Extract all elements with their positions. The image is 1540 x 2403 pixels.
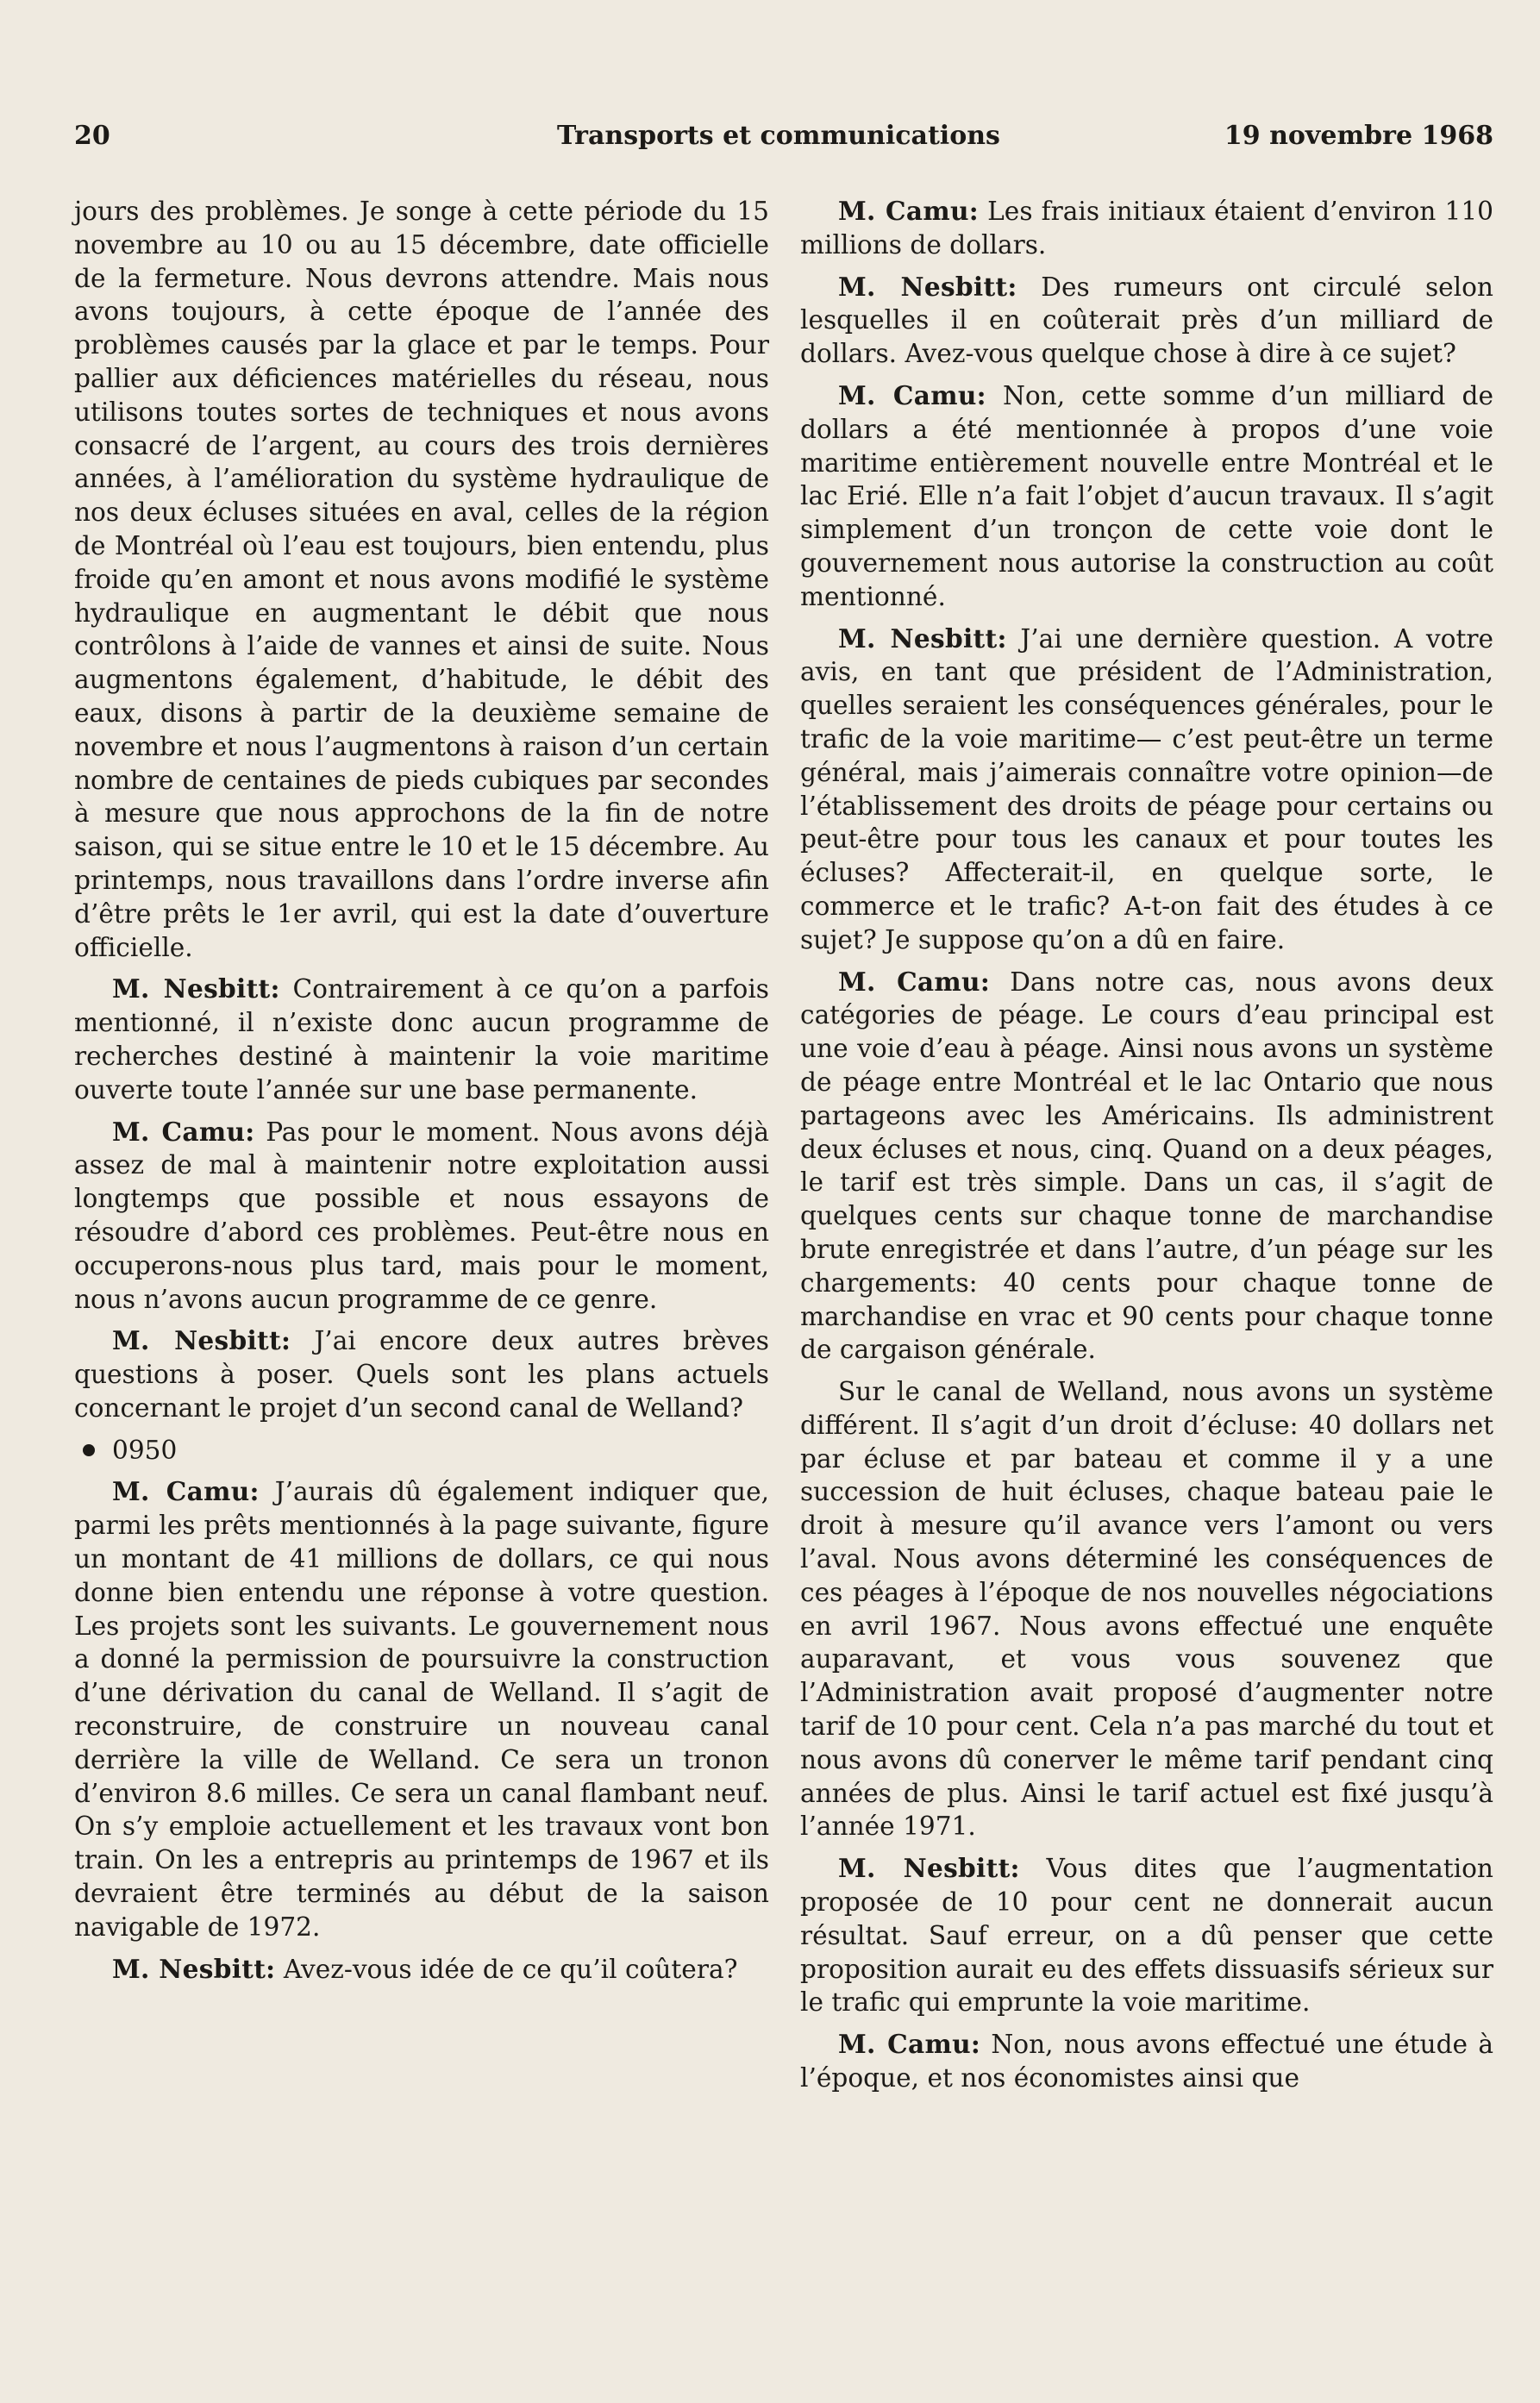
paragraph — [74, 1475, 769, 1943]
paragraph — [800, 379, 1493, 614]
paragraph — [800, 966, 1493, 1367]
page-number: 20 — [74, 121, 110, 151]
paragraph: Sur le canal de Welland, nous avons un système différent. Il s’agit d’un droit d’écluse: 40 dollars net par écluse et par bateau et comme il y a une succession de huit écluses, chaque bateau paie le droit à mesure qu’il avance vers l’amont ou vers l’aval. Nous avons déterminé les conséquences de ces péages à l’époque de nos nouvelles négociations en avril 1967. Nous avons effectué une enquête auparavant, et vous vous souvenez que l’Administration avait proposé d’augmenter notre tarif de 10 pour cent. Cela n’a pas marché du tout et nous avons dû conerver le même tarif pendant cinq années de plus. Ainsi le tarif actuel est fixé jusqu’à l’année 1971. — [800, 1377, 1493, 1842]
speaker-name: M. Camu: — [112, 1116, 255, 1147]
speech-text: J’aurais dû également indiquer que, parmi les prêts mentionnés à la page suivante, figure un montant de 41 millions de dollars, ce qui nous donne bien entendu une réponse à votre question. Les projets sont les suivants. Le gouvernement nous a donné la permission de poursuivre la construction d’une dérivation du canal de Welland. Il s’agit de reconstruire, de construire un nouveau canal derrière la ville de Welland. Ce sera un tronon d’environ 8.6 milles. Ce sera un canal flambant neuf. On s’y emploie actuellement et les travaux vont bon train. On les a entrepris au printemps de 1967 et ils devraient être terminés au début de la saison navigable de 1972. — [74, 1477, 769, 1942]
paragraph — [800, 623, 1493, 957]
paragraph — [800, 2028, 1493, 2095]
speaker-name: M. Nesbitt: — [838, 623, 1007, 654]
speech-text: Les frais initiaux étaient d’environ 110 millions de dollars. — [800, 197, 1493, 260]
speech-text: J’ai encore deux autres brèves questions à poser. Quels sont les plans actuels concernant le projet d’un second canal de Welland? — [74, 1326, 769, 1423]
speech-text: Contrairement à ce qu’on a parfois mentionné, il n’existe donc aucun programme de recherches destiné à maintenir la voie maritime ouverte toute l’année sur une base permanente. — [74, 974, 769, 1105]
right-column — [800, 195, 1493, 2104]
bullet-icon — [83, 1444, 95, 1456]
speaker-name: M. Camu: — [838, 379, 986, 410]
speaker-name: M. Nesbitt: — [112, 1953, 276, 1984]
paragraph — [800, 195, 1493, 262]
speech-text: J’ai une dernière question. A votre avis, en tant que président de l’Administration, quelles seraient les conséquences générales, pour le trafic de la voie maritime— c’est peut-être un terme général, mais j’aimerais connaître votre opinion—de l’établissement des droits de péage pour certains ou peut-être pour tous les canaux et pour toutes les écluses? Affecterait-il, en quelque sorte, le commerce et le trafic? A-t-on fait des études à ce sujet? Je suppose qu’on a dû en faire. — [800, 623, 1493, 954]
running-header — [74, 121, 1493, 159]
speech-text: Non, nous avons effectué une étude à l’époque, et nos économistes ainsi que — [800, 2030, 1493, 2093]
speaker-name: M. Nesbitt: — [112, 973, 280, 1004]
left-column — [74, 195, 769, 1994]
time-marker-text: 0950 — [112, 1435, 178, 1465]
running-title: Transports et communications — [557, 121, 1000, 151]
time-marker — [83, 1434, 769, 1467]
paragraph: jours des problèmes. Je songe à cette période du 15 novembre au 10 ou au 15 décembre, date officielle de la fermeture. Nous devrons attendre. Mais nous avons toujours, à cette époque de l’année des problèmes causés par la glace et par le temps. Pour pallier aux déficiences matérielles du réseau, nous utilisons toutes sortes de techniques et nous avons consacré de l’argent, au cours des trois dernières années, à l’amélioration du système hydraulique de nos deux écluses situées en aval, celles de la région de Montréal où l’eau est toujours, bien entendu, plus froide qu’en amont et nous avons modifié le système hydraulique en augmentant le débit que nous contrôlons à l’aide de vannes et ainsi de suite. Nous augmentons également, d’habitude, le débit des eaux, disons à partir de la deuxième semaine de novembre et nous l’augmentons à raison d’un certain nombre de centaines de pieds cubiques par secondes à mesure que nous approchons de la fin de notre saison, qui se situe entre le 10 et le 15 décembre. Au printemps, nous travaillons dans l’ordre inverse afin d’être prêts le 1er avril, qui est la date d’ouverture officielle. — [74, 197, 769, 962]
speaker-name: M. Nesbitt: — [112, 1325, 291, 1356]
paragraph — [74, 1116, 769, 1317]
paragraph — [800, 1852, 1493, 2019]
speech-text: Dans notre cas, nous avons deux catégories de péage. Le cours d’eau principal est une voie d’eau à péage. Ainsi nous avons un système de péage entre Montréal et le lac Ontario que nous partageons avec les Américains. Ils administrent deux écluses et nous, cinq. Quand on a deux péages, le tarif est très simple. Dans un cas, il s’agit de quelques cents sur chaque tonne de marchandise brute enregistrée et dans l’autre, d’un péage sur les chargements: 40 cents pour chaque tonne de marchandise en vrac et 90 cents pour chaque tonne de cargaison générale. — [800, 967, 1493, 1365]
paragraph — [74, 973, 769, 1106]
speech-text: Non, cette somme d’un milliard de dollars a été mentionnée à propos d’une voie maritime entièrement nouvelle entre Montréal et le lac Erié. Elle n’a fait l’objet d’aucun travaux. Il s’agit simplement d’un tronçon de cette voie dont le gouvernement nous autorise la construction au coût mentionné. — [800, 380, 1493, 611]
paragraph — [800, 271, 1493, 371]
speaker-name: M. Camu: — [838, 2029, 981, 2060]
paragraph — [74, 1324, 769, 1424]
paragraph — [74, 1953, 769, 1987]
speech-text: Des rumeurs ont circulé selon lesquelles il en coûterait près d’un milliard de dollars. Avez-vous quelque chose à dire à ce sujet? — [800, 272, 1493, 369]
header-date: 19 novembre 1968 — [1224, 121, 1493, 151]
speaker-name: M. Nesbitt: — [838, 271, 1017, 302]
speech-text: Vous dites que l’augmentation proposée de 10 pour cent ne donnerait aucun résultat. Sauf erreur, on a dû penser que cette proposition aurait eu des effets dissuasifs sérieux sur le trafic qui emprunte la voie maritime. — [800, 1854, 1493, 2018]
speaker-name: M. Camu: — [838, 196, 979, 226]
speech-text: Pas pour le moment. Nous avons déjà assez de mal à maintenir notre exploitation aussi longtemps que possible et nous essayons de résoudre d’abord ces problèmes. Peut-être nous en occuperons-nous plus tard, mais pour le moment, nous n’avons aucun programme de ce genre. — [74, 1117, 769, 1314]
speaker-name: M. Camu: — [112, 1476, 260, 1507]
speaker-name: M. Nesbitt: — [838, 1853, 1020, 1884]
speaker-name: M. Camu: — [838, 966, 991, 997]
speech-text: Avez-vous idée de ce qu’il coûtera? — [283, 1954, 738, 1984]
